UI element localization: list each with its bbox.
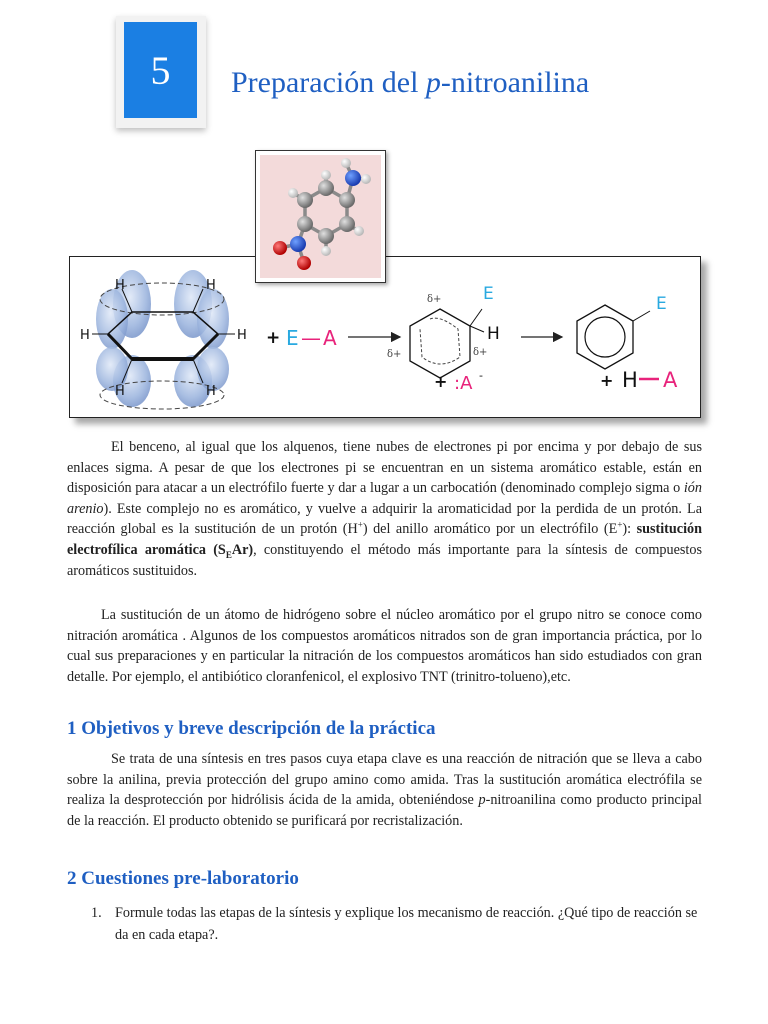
sigma-complex-h: H — [487, 324, 500, 344]
plus-sign-3: + — [600, 371, 614, 390]
byproduct-a: A — [663, 368, 678, 392]
svg-text:H: H — [115, 278, 125, 293]
ball-and-stick-model — [256, 151, 385, 282]
plus-sign-2: + — [434, 372, 448, 391]
p-nitroaniline-model-image — [255, 150, 386, 283]
delta-plus-left: δ+ — [387, 349, 402, 360]
sigma-complex-e: E — [483, 284, 494, 304]
delta-plus-top: δ+ — [427, 294, 442, 305]
product-e: E — [656, 294, 667, 314]
electrophile-bond: — — [301, 326, 321, 350]
section-heading-objectives: 1 Objetivos y breve descripción de la práctica — [67, 718, 436, 739]
chapter-number: 5 — [150, 47, 171, 93]
section-heading-prelab-questions: 2 Cuestiones pre-laboratorio — [67, 868, 299, 889]
byproduct-h: H — [622, 368, 638, 392]
title-prefix: Preparación del — [231, 66, 426, 99]
electrophile-a: A — [323, 326, 337, 350]
list-item-text: Formule todas las etapas de la síntesis y explique los mecanismo de reacción. ¿Qué tipo de reacción se da en cada etapa?. — [115, 905, 698, 943]
svg-text:H: H — [237, 328, 247, 343]
page-title — [231, 66, 589, 100]
intro-paragraph-1: El benceno, al igual que los alquenos, tiene nubes de electrones pi por encima y por debajo de sus enlaces sigma. A pesar de que los electrones pi se encuentran en un sistema aromático estable, están en disposición para atacar a un electrófilo fuerte y dar a lugar a un carbocatión (denominado complejo sigma o ión arenio). Este complejo no es aromático, y vuelve a adquirir la aromaticidad por la perdida de un protón. La reacción global es la sustitución de un protón (H+) del anillo aromático por un electrófilo (E+): sustitución electrofílica aromática $(S_EAr)$, constituyendo el método más importante para la síntesis de compuestos aromáticos sustituidos. — [67, 439, 703, 579]
title-suffix: -nitroanilina — [440, 66, 590, 99]
anion-a: :A — [454, 373, 473, 394]
svg-text:H: H — [206, 384, 216, 399]
intro-paragraph-2: La sustitución de un átomo de hidrógeno sobre el núcleo aromático por el grupo nitro se conoce como nitración aromática . Algunos de los compuestos aromáticos nitrados son de gran importancia práctica, por lo cual sus preparaciones y en particular la nitración de los compuestos aromáticos han sido estudiados con gran detalle. Por ejemplo, el antibiótico cloranfenicol, el explosivo TNT (trinitro-tolueno),etc. — [67, 607, 702, 685]
list-item-number: 1. — [91, 905, 102, 921]
list-item — [91, 902, 702, 946]
prelab-question-list — [91, 902, 702, 946]
title-italic: p — [425, 66, 441, 99]
plus-sign: + — [266, 328, 281, 348]
svg-text:H: H — [206, 278, 216, 293]
svg-text:H: H — [80, 328, 90, 343]
objectives-paragraph: Se trata de una síntesis en tres pasos cuya etapa clave es una reacción de nitración que se lleva a cabo sobre la anilina, previa protección del grupo amino como amida. Tras la sustitución aromática electrófila se realiza la desprotección por hidrólisis ácida de la amida, obteniéndose p-nitroanilina como producto principal de la reacción. El producto obtenido se purificará por recristalización. — [67, 751, 702, 829]
delta-plus-right: δ+ — [473, 347, 488, 358]
chapter-number-box — [116, 16, 206, 128]
svg-text:H: H — [115, 384, 125, 399]
electrophile-e: E — [286, 326, 299, 350]
anion-charge: - — [479, 369, 483, 382]
